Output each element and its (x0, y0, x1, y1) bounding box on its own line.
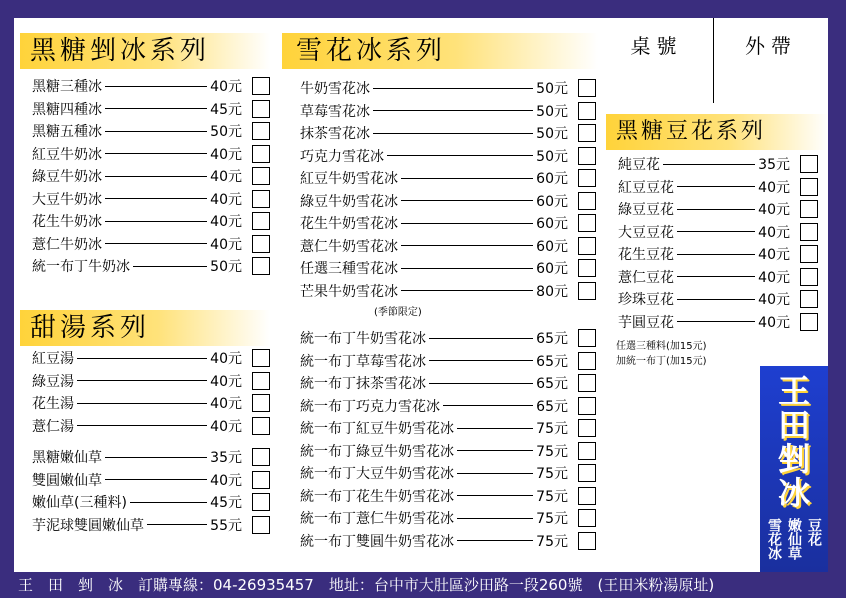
item-price: 65元 (536, 353, 568, 370)
item-price: 40元 (210, 373, 242, 390)
leader-line (133, 266, 207, 267)
item-name: 草莓雪花冰 (300, 103, 370, 120)
item-name: 芋圓豆花 (618, 314, 674, 331)
order-checkbox[interactable] (578, 419, 596, 437)
brown-sugar-ice-header: 黑糖剉冰系列 (20, 33, 270, 69)
menu-item (32, 491, 270, 514)
seasonal-note: (季節限定) (374, 307, 422, 318)
item-price: 40元 (210, 472, 242, 489)
order-checkbox[interactable] (578, 464, 596, 482)
order-checkbox[interactable] (252, 167, 270, 185)
item-price: 40元 (210, 236, 242, 253)
menu-item (300, 530, 596, 553)
item-price: 50元 (536, 126, 568, 143)
menu-item (618, 288, 818, 311)
leader-line (105, 108, 207, 109)
leader-line (401, 268, 533, 269)
item-price: 40元 (210, 146, 242, 163)
menu-item (300, 372, 596, 395)
leader-line (105, 176, 207, 177)
leader-line (77, 403, 207, 404)
item-name: 大豆牛奶冰 (32, 191, 102, 208)
item-price: 40元 (758, 269, 790, 286)
leader-line (401, 223, 533, 224)
item-name: 嫩仙草(三種料) (32, 495, 127, 512)
item-name: 紅豆豆花 (618, 179, 674, 196)
leader-line (401, 245, 533, 246)
order-checkbox[interactable] (578, 169, 596, 187)
order-checkbox[interactable] (578, 237, 596, 255)
item-price: 60元 (536, 261, 568, 278)
menu-item (32, 370, 270, 393)
footer-contact: 王 田 剉 冰 訂購專線：04-26935457 地址：台中市大肚區沙田路一段260號 (王田米粉湯原址) (18, 576, 715, 594)
item-name: 統一布丁花生牛奶雪花冰 (300, 488, 454, 505)
order-checkbox[interactable] (578, 509, 596, 527)
menu-item (32, 120, 270, 143)
leader-line (457, 540, 533, 541)
leader-line (401, 290, 533, 291)
leader-line (457, 473, 533, 474)
leader-line (401, 178, 533, 179)
leader-line (105, 457, 207, 458)
menu-item (32, 75, 270, 98)
sweet-soup-header: 甜湯系列 (20, 310, 270, 346)
item-price: 40元 (758, 224, 790, 241)
order-checkbox[interactable] (578, 124, 596, 142)
leader-line (77, 380, 207, 381)
leader-line (429, 383, 533, 384)
item-name: 芒果牛奶雪花冰 (300, 283, 398, 300)
order-checkbox[interactable] (578, 329, 596, 347)
menu-item (300, 350, 596, 373)
order-checkbox[interactable] (800, 223, 818, 241)
menu-item (618, 153, 818, 176)
order-checkbox[interactable] (578, 147, 596, 165)
menu-item (32, 446, 270, 469)
order-checkbox[interactable] (578, 352, 596, 370)
menu-item (300, 440, 596, 463)
order-checkbox[interactable] (578, 259, 596, 277)
menu-item (300, 235, 596, 258)
item-price: 40元 (210, 79, 242, 96)
order-checkbox[interactable] (252, 212, 270, 230)
item-price: 60元 (536, 216, 568, 233)
item-name: 抹茶雪花冰 (300, 126, 370, 143)
item-price: 50元 (536, 148, 568, 165)
leader-line (105, 198, 207, 199)
menu-item (32, 233, 270, 256)
order-checkbox[interactable] (578, 487, 596, 505)
order-checkbox[interactable] (800, 245, 818, 263)
leader-line (105, 221, 207, 222)
snow-ice-header: 雪花冰系列 (282, 33, 598, 69)
leader-line (677, 276, 755, 277)
order-box (600, 18, 828, 103)
order-checkbox[interactable] (578, 214, 596, 232)
logo-main-text: 王 田 剉 冰 (777, 372, 810, 512)
order-checkbox[interactable] (578, 374, 596, 392)
leader-line (387, 155, 533, 156)
item-name: 統一布丁牛奶冰 (32, 259, 130, 276)
logo-snow-ice: 雪花冰 (766, 518, 782, 560)
item-price: 40元 (210, 214, 242, 231)
order-checkbox[interactable] (578, 442, 596, 460)
order-checkbox[interactable] (252, 516, 270, 534)
item-name: 薏仁牛奶雪花冰 (300, 238, 398, 255)
order-checkbox[interactable] (578, 282, 596, 300)
item-name: 芋泥球雙圓嫩仙草 (32, 517, 144, 534)
menu-item (32, 165, 270, 188)
item-price: 40元 (758, 314, 790, 331)
item-name: 黑糖五種冰 (32, 124, 102, 141)
tofu-pudding-list (618, 153, 818, 333)
order-checkbox[interactable] (252, 190, 270, 208)
order-checkbox[interactable] (252, 394, 270, 412)
item-price: 40元 (758, 179, 790, 196)
menu-item (300, 167, 596, 190)
menu-item (300, 395, 596, 418)
brand-logo (760, 366, 828, 572)
item-price: 60元 (536, 238, 568, 255)
item-price: 40元 (210, 351, 242, 368)
menu-item (32, 210, 270, 233)
item-price: 50元 (210, 259, 242, 276)
order-checkbox[interactable] (252, 257, 270, 275)
item-price: 50元 (210, 124, 242, 141)
item-name: 紅豆牛奶冰 (32, 146, 102, 163)
leader-line (105, 243, 207, 244)
order-checkbox[interactable] (800, 290, 818, 308)
leader-line (677, 209, 755, 210)
tofu-note-pudding: 加統一布丁(加15元) (616, 356, 707, 367)
item-name: 統一布丁巧克力雪花冰 (300, 398, 440, 415)
item-name: 統一布丁抹茶雪花冰 (300, 376, 426, 393)
tofu-pudding-header: 黑糖豆花系列 (606, 114, 828, 150)
item-name: 綠豆湯 (32, 373, 74, 390)
order-checkbox[interactable] (800, 268, 818, 286)
menu-item (32, 188, 270, 211)
leader-line (105, 479, 207, 480)
item-price: 60元 (536, 193, 568, 210)
order-checkbox[interactable] (578, 102, 596, 120)
menu-item (618, 221, 818, 244)
leader-line (373, 110, 533, 111)
order-checkbox[interactable] (252, 145, 270, 163)
item-price: 50元 (536, 103, 568, 120)
menu-item (300, 280, 596, 303)
leader-line (429, 360, 533, 361)
item-price: 65元 (536, 376, 568, 393)
leader-line (443, 405, 533, 406)
item-price: 75元 (536, 511, 568, 528)
menu-item (300, 100, 596, 123)
order-checkbox[interactable] (252, 372, 270, 390)
menu-item (32, 98, 270, 121)
leader-line (130, 502, 207, 503)
item-name: 綠豆牛奶雪花冰 (300, 193, 398, 210)
item-price: 40元 (758, 292, 790, 309)
item-price: 35元 (758, 157, 790, 174)
item-price: 40元 (210, 396, 242, 413)
leader-line (457, 518, 533, 519)
logo-grass-jelly: 嫩仙草 (786, 518, 802, 560)
item-name: 任選三種雪花冰 (300, 261, 398, 278)
menu-item (300, 257, 596, 280)
leader-line (677, 321, 755, 322)
item-price: 65元 (536, 331, 568, 348)
item-name: 花生牛奶雪花冰 (300, 216, 398, 233)
item-price: 75元 (536, 421, 568, 438)
menu-item (300, 417, 596, 440)
menu-item (300, 145, 596, 168)
order-checkbox[interactable] (800, 178, 818, 196)
item-price: 45元 (210, 495, 242, 512)
menu-item (300, 212, 596, 235)
leader-line (105, 153, 207, 154)
menu-item (300, 327, 596, 350)
menu-item (300, 507, 596, 530)
item-name: 綠豆牛奶冰 (32, 169, 102, 186)
leader-line (457, 495, 533, 496)
order-checkbox[interactable] (252, 349, 270, 367)
item-price: 75元 (536, 443, 568, 460)
item-name: 黑糖三種冰 (32, 79, 102, 96)
item-name: 巧克力雪花冰 (300, 148, 384, 165)
leader-line (677, 186, 755, 187)
tofu-note-toppings: 任選三種料(加15元) (616, 341, 707, 352)
order-checkbox[interactable] (252, 471, 270, 489)
leader-line (105, 86, 207, 87)
menu-item (300, 122, 596, 145)
item-name: 雙圓嫩仙草 (32, 472, 102, 489)
item-price: 60元 (536, 171, 568, 188)
menu-item (618, 176, 818, 199)
table-number-cell[interactable]: 桌號 (600, 18, 714, 103)
menu-item (32, 143, 270, 166)
order-checkbox[interactable] (252, 100, 270, 118)
leader-line (373, 133, 533, 134)
item-name: 薏仁湯 (32, 418, 74, 435)
menu-item (32, 514, 270, 537)
leader-line (457, 450, 533, 451)
item-name: 統一布丁薏仁牛奶雪花冰 (300, 511, 454, 528)
menu-item (32, 469, 270, 492)
leader-line (677, 231, 755, 232)
item-price: 40元 (210, 191, 242, 208)
order-checkbox[interactable] (252, 493, 270, 511)
order-checkbox[interactable] (252, 417, 270, 435)
leader-line (663, 164, 755, 165)
order-checkbox[interactable] (800, 200, 818, 218)
item-name: 花生豆花 (618, 247, 674, 264)
order-checkbox[interactable] (252, 122, 270, 140)
item-price: 75元 (536, 488, 568, 505)
snow-ice-list (300, 77, 596, 302)
order-checkbox[interactable] (578, 192, 596, 210)
menu-item (618, 311, 818, 334)
item-price: 40元 (758, 247, 790, 264)
item-price: 55元 (210, 517, 242, 534)
item-name: 花生牛奶冰 (32, 214, 102, 231)
order-checkbox[interactable] (800, 155, 818, 173)
item-name: 綠豆豆花 (618, 202, 674, 219)
pudding-snow-ice-list (300, 327, 596, 552)
item-name: 黑糖四種冰 (32, 101, 102, 118)
item-name: 大豆豆花 (618, 224, 674, 241)
item-price: 40元 (758, 202, 790, 219)
menu-item (618, 266, 818, 289)
menu-item (32, 347, 270, 370)
item-name: 紅豆牛奶雪花冰 (300, 171, 398, 188)
leader-line (147, 524, 207, 525)
brown-sugar-ice-list (32, 75, 270, 278)
order-checkbox[interactable] (800, 313, 818, 331)
item-price: 45元 (210, 101, 242, 118)
item-price: 75元 (536, 466, 568, 483)
item-name: 純豆花 (618, 157, 660, 174)
item-name: 牛奶雪花冰 (300, 81, 370, 98)
menu-item (32, 392, 270, 415)
item-price: 75元 (536, 533, 568, 550)
item-price: 40元 (210, 418, 242, 435)
leader-line (105, 131, 207, 132)
item-name: 統一布丁紅豆牛奶雪花冰 (300, 421, 454, 438)
menu-item (300, 190, 596, 213)
menu-item (618, 198, 818, 221)
order-checkbox[interactable] (578, 79, 596, 97)
leader-line (77, 358, 207, 359)
item-price: 40元 (210, 169, 242, 186)
menu-item (300, 462, 596, 485)
logo-tofu: 豆花 (806, 518, 822, 546)
leader-line (677, 299, 755, 300)
item-name: 統一布丁牛奶雪花冰 (300, 331, 426, 348)
item-price: 80元 (536, 283, 568, 300)
leader-line (373, 88, 533, 89)
item-name: 薏仁豆花 (618, 269, 674, 286)
leader-line (429, 338, 533, 339)
leader-line (677, 254, 755, 255)
order-checkbox[interactable] (578, 397, 596, 415)
item-name: 薏仁牛奶冰 (32, 236, 102, 253)
sweet-soup-list (32, 347, 270, 437)
menu-item (300, 77, 596, 100)
item-name: 統一布丁大豆牛奶雪花冰 (300, 466, 454, 483)
leader-line (457, 428, 533, 429)
menu-item (618, 243, 818, 266)
leader-line (77, 425, 207, 426)
item-price: 65元 (536, 398, 568, 415)
grass-jelly-list (32, 446, 270, 536)
leader-line (401, 200, 533, 201)
item-name: 統一布丁雙圓牛奶雪花冰 (300, 533, 454, 550)
item-name: 統一布丁綠豆牛奶雪花冰 (300, 443, 454, 460)
item-name: 黑糖嫩仙草 (32, 450, 102, 467)
item-name: 花生湯 (32, 396, 74, 413)
item-name: 紅豆湯 (32, 351, 74, 368)
order-checkbox[interactable] (252, 77, 270, 95)
order-checkbox[interactable] (252, 235, 270, 253)
item-price: 50元 (536, 81, 568, 98)
item-name: 珍珠豆花 (618, 292, 674, 309)
menu-item (32, 255, 270, 278)
takeout-cell[interactable]: 外帶 (745, 34, 797, 58)
item-name: 統一布丁草莓雪花冰 (300, 353, 426, 370)
menu-item (300, 485, 596, 508)
order-checkbox[interactable] (578, 532, 596, 550)
menu-item (32, 415, 270, 438)
order-checkbox[interactable] (252, 448, 270, 466)
item-price: 35元 (210, 450, 242, 467)
